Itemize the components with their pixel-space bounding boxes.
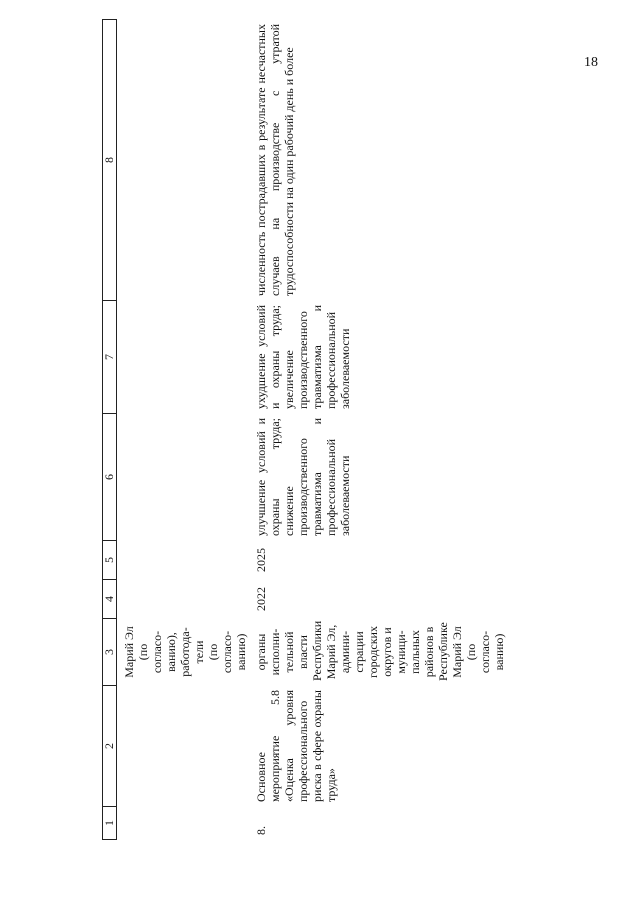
col-header-5: 5 bbox=[103, 541, 117, 580]
responsible-executors: органы исполни- тельной власти Республики Марий Эл, админи- страции городских округов и муници- пальных районов в Республике Марий Эл (по согласо- ванию) bbox=[254, 620, 506, 681]
col-header-1: 1 bbox=[103, 807, 117, 840]
table-row-continuation bbox=[121, 20, 249, 840]
measures-table bbox=[102, 19, 507, 840]
col-header-8: 8 bbox=[103, 20, 117, 301]
start-year: 2022 bbox=[254, 587, 268, 611]
consequences-of-non-implementation: ухудшение условий и охраны труда; увеличение производственного травматизма и профессиональной заболеваемости bbox=[254, 305, 352, 409]
end-year: 2025 bbox=[254, 548, 268, 572]
table-container bbox=[102, 24, 534, 840]
table-header-row bbox=[103, 20, 117, 840]
col-header-6: 6 bbox=[103, 414, 117, 541]
row-number: 8. bbox=[254, 826, 268, 835]
col-header-7: 7 bbox=[103, 301, 117, 414]
continuation-executors: Марий Эл (по согласо- ванию), работода- тели (по согласо- ванию) bbox=[122, 626, 248, 678]
page-number: 18 bbox=[584, 55, 598, 70]
col-header-3: 3 bbox=[103, 619, 117, 686]
related-indicator: численность пострадавших в результате несчастных случаев на производстве с утратой трудоспособности на один рабочий день и более bbox=[254, 24, 296, 296]
measure-name: Основное мероприятие 5.8 «Оценка уровня профессионального риска в сфере охраны труда» bbox=[254, 690, 338, 802]
col-header-2: 2 bbox=[103, 686, 117, 807]
col-header-4: 4 bbox=[103, 580, 117, 619]
table-row bbox=[253, 20, 507, 840]
expected-result: улучшение условий и охраны труда; снижение производственного травматизма и профессиональной заболеваемости bbox=[254, 418, 352, 536]
